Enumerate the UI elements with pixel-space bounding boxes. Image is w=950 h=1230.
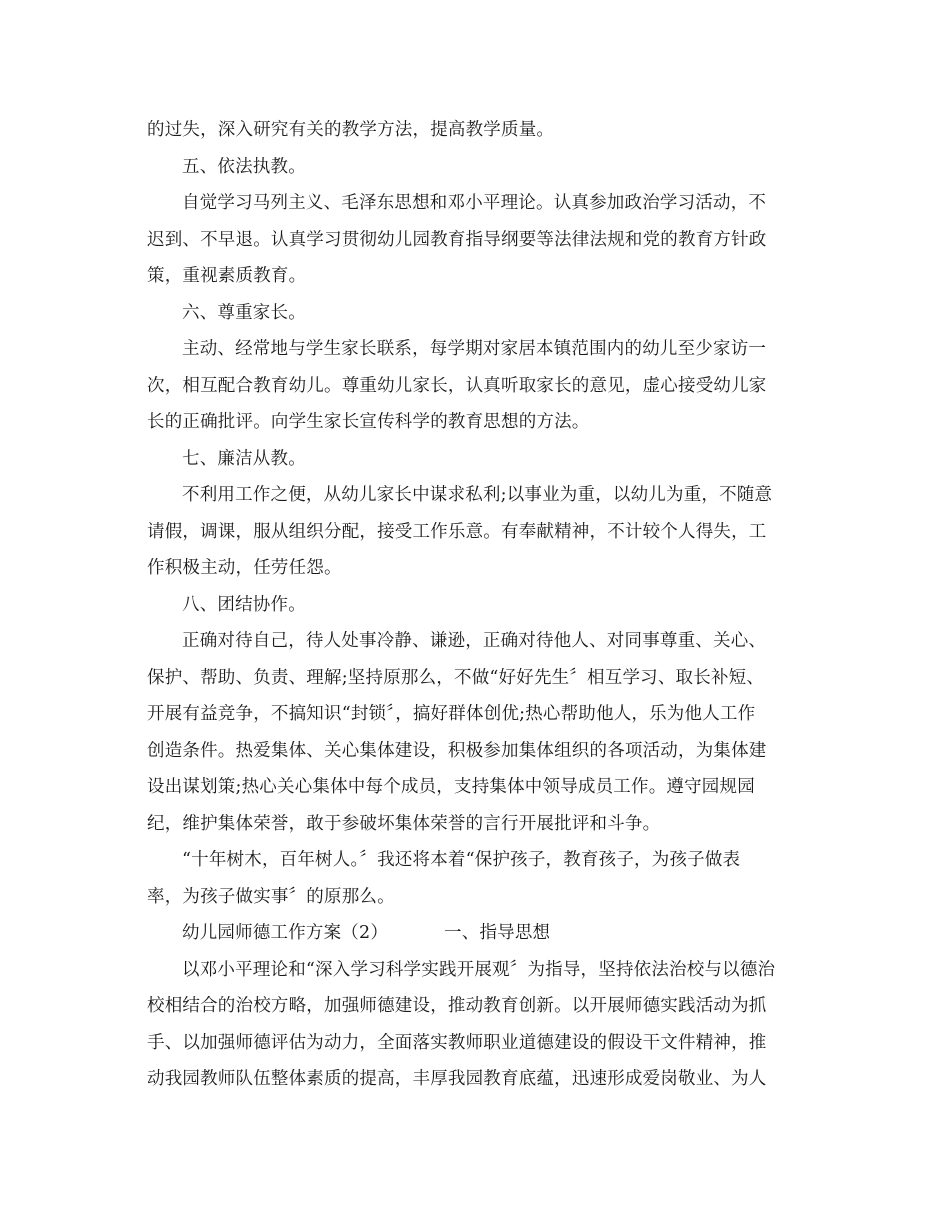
text-line: 正确对待自己，待人处事冷静、谦逊，正确对待他人、对同事尊重、关心、 [182, 631, 767, 651]
text-line: 不利用工作之便，从幼儿家长中谋求私利;以事业为重，以幼儿为重，不随意 [182, 485, 773, 505]
text-line: 的过失，深入研究有关的教学方法，提高教学质量。 [147, 120, 555, 140]
text-line: 迟到、不早退。认真学习贯彻幼儿园教育指导纲要等法律法规和党的教育方针政 [147, 229, 767, 250]
section-heading: 八、团结协作。 [182, 594, 306, 615]
text-line: 纪，维护集体荣誉，敢于参破坏集体荣誉的言行开展批评和斗争。 [147, 813, 661, 834]
text-line: 策，重视素质教育。 [147, 266, 307, 286]
section-heading: 一、指导思想 [444, 923, 551, 943]
text-line: 保护、帮助、负责、理解;坚持原那么，不做“好好先生〞相互学习、取长补短、 [147, 667, 765, 688]
text-line: 创造条件。热爱集体、关心集体建设，积极参加集体组织的各项活动，为集体建 [147, 740, 767, 761]
text-line: 校相结合的治校方略，加强师德建设，推动教育创新。以开展师德实践活动为抓 [147, 996, 767, 1016]
text-line: 作积极主动，任劳任怨。 [147, 558, 342, 578]
section-heading: 六、尊重家长。 [182, 302, 306, 323]
document-page [147, 112, 807, 1098]
text-line: 主动、经常地与学生家长联系，每学期对家居本镇范围内的幼儿至少家访一 [182, 339, 767, 359]
section-heading: 七、廉洁从教。 [182, 448, 306, 469]
text-line: 以邓小平理论和“深入学习科学实践开展观〞为指导，坚持依法治校与以德治 [182, 959, 776, 980]
text-line: 动我园教师队伍整体素质的提高，丰厚我园教育底蕴，迅速形成爱岗敬业、为人 [147, 1069, 767, 1089]
text-line: 手、以加强师德评估为动力，全面落实教师职业道德建设的假设干文件精神，推 [147, 1032, 767, 1053]
document-title: 幼儿园师德工作方案（2） [182, 923, 389, 943]
document-title-line [147, 915, 807, 952]
text-line: 长的正确批评。向学生家长宣传科学的教育思想的方法。 [147, 412, 590, 432]
text-line: “十年树木，百年树人。〞我还将本着“保护孩子，教育孩子，为孩子做表 [182, 850, 741, 870]
text-line: 次，相互配合教育幼儿。尊重幼儿家长，认真听取家长的意见，虚心接受幼儿家 [147, 375, 767, 396]
text-line: 设出谋划策;热心关心集体中每个成员，支持集体中领导成员工作。遵守园规园 [147, 777, 755, 797]
text-line: 自觉学习马列主义、毛泽东思想和邓小平理论。认真参加政治学习活动，不 [182, 193, 767, 213]
text-line: 开展有益竞争，不搞知识“封锁〞，搞好群体创优;热心帮助他人，乐为他人工作 [147, 704, 756, 724]
section-heading: 五、依法执教。 [182, 156, 306, 177]
text-line: 请假，调课，服从组织分配，接受工作乐意。有奉献精神，不计较个人得失，工 [147, 521, 767, 542]
text-line: 率，为孩子做实事〞的原那么。 [147, 886, 395, 907]
